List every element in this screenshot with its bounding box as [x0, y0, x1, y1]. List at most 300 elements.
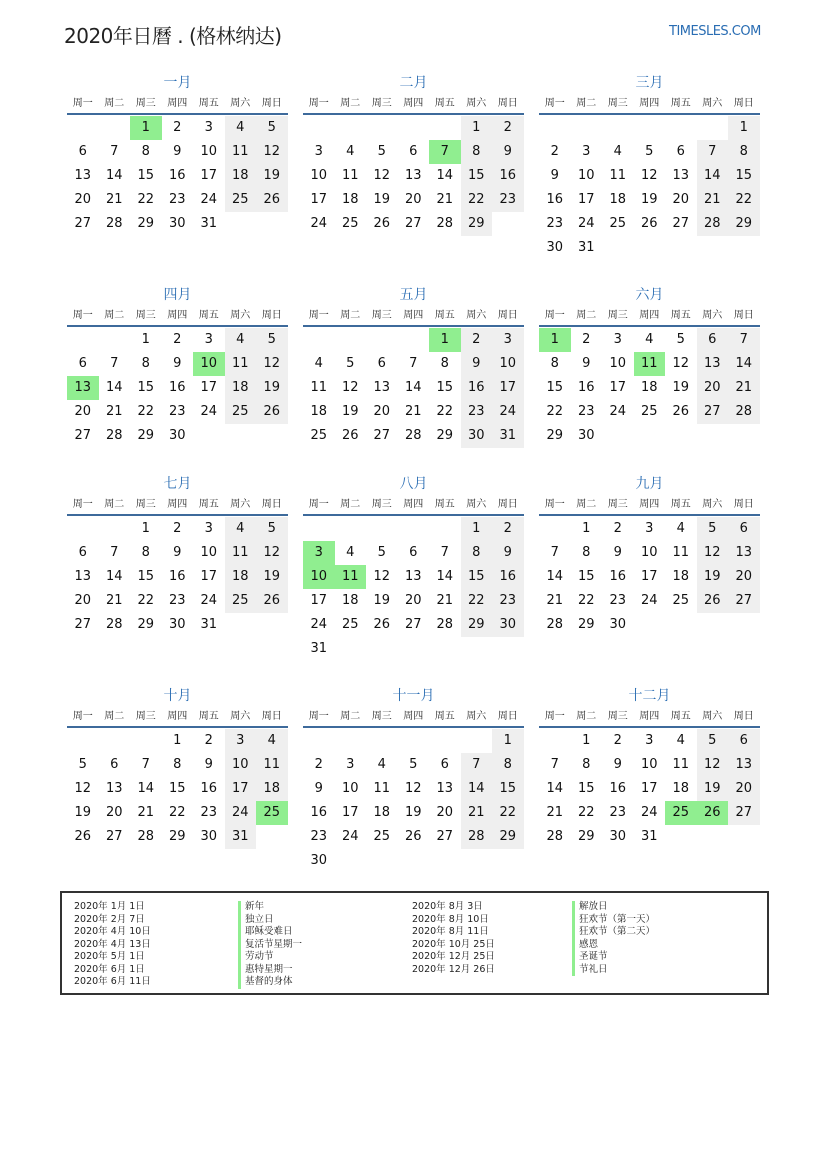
day-cell[interactable]: 17 — [200, 569, 218, 584]
day-cell[interactable]: 22 — [168, 805, 186, 820]
day-cell[interactable]: 28 — [546, 617, 564, 632]
day-cell[interactable]: 5 — [256, 328, 288, 352]
day-cell[interactable]: 3 — [346, 757, 355, 772]
day-cell[interactable]: 24 — [341, 829, 359, 844]
day-cell[interactable]: 2 — [461, 328, 493, 352]
day-cell[interactable]: 20 — [728, 777, 760, 801]
day-cell[interactable]: 19 — [697, 565, 729, 589]
day-cell[interactable]: 29 — [546, 428, 564, 443]
day-cell[interactable]: 16 — [168, 569, 186, 584]
day-cell[interactable]: 15 — [577, 781, 595, 796]
day-cell[interactable]: 2 — [613, 733, 622, 748]
day-cell[interactable]: 17 — [200, 380, 218, 395]
day-cell[interactable]: 12 — [672, 356, 690, 371]
day-cell[interactable]: 10 — [609, 356, 627, 371]
day-cell[interactable]: 29 — [728, 212, 760, 236]
day-cell[interactable]: 14 — [436, 168, 454, 183]
day-cell[interactable]: 13 — [436, 781, 454, 796]
day-cell[interactable]: 22 — [436, 404, 454, 419]
day-cell[interactable]: 10 — [310, 168, 328, 183]
day-cell[interactable]: 30 — [310, 853, 328, 868]
day-cell[interactable]: 17 — [640, 569, 658, 584]
day-cell[interactable]: 11 — [225, 140, 257, 164]
day-cell[interactable]: 3 — [204, 521, 213, 536]
day-cell[interactable]: 24 — [640, 593, 658, 608]
day-cell[interactable]: 9 — [314, 781, 323, 796]
day-cell[interactable]: 12 — [341, 380, 359, 395]
day-cell[interactable]: 20 — [373, 404, 391, 419]
day-cell[interactable]: 26 — [341, 428, 359, 443]
day-cell[interactable]: 12 — [256, 140, 288, 164]
day-cell[interactable]: 21 — [436, 593, 454, 608]
day-cell[interactable]: 16 — [461, 376, 493, 400]
day-cell[interactable]: 9 — [173, 545, 182, 560]
day-cell[interactable]: 19 — [256, 164, 288, 188]
day-cell[interactable]: 3 — [645, 521, 654, 536]
day-cell[interactable]: 30 — [168, 428, 186, 443]
day-cell[interactable]: 12 — [697, 753, 729, 777]
day-cell[interactable]: 18 — [640, 380, 658, 395]
day-cell[interactable]: 16 — [577, 380, 595, 395]
day-cell[interactable]: 1 — [582, 733, 591, 748]
day-cell[interactable]: 13 — [404, 569, 422, 584]
day-cell[interactable]: 8 — [141, 144, 150, 159]
day-cell[interactable]: 12 — [74, 781, 92, 796]
day-cell[interactable]: 11 — [609, 168, 627, 183]
day-cell[interactable]: 21 — [436, 192, 454, 207]
day-cell[interactable]: 25 — [310, 428, 328, 443]
day-cell[interactable]: 3 — [645, 733, 654, 748]
day-cell[interactable]: 6 — [78, 144, 87, 159]
day-cell[interactable]: 28 — [105, 216, 123, 231]
day-cell[interactable]: 7 — [409, 356, 418, 371]
day-cell[interactable]: 22 — [577, 805, 595, 820]
day-cell[interactable]: 4 — [225, 517, 257, 541]
day-cell[interactable]: 22 — [461, 188, 493, 212]
day-cell[interactable]: 5 — [676, 332, 685, 347]
day-cell[interactable]: 19 — [404, 805, 422, 820]
day-cell[interactable]: 16 — [310, 805, 328, 820]
day-cell[interactable]: 31 — [577, 240, 595, 255]
day-cell[interactable]: 25 — [225, 188, 257, 212]
day-cell[interactable]: 1 — [429, 328, 461, 352]
day-cell[interactable]: 14 — [105, 569, 123, 584]
day-cell[interactable]: 28 — [137, 829, 155, 844]
day-cell[interactable]: 21 — [728, 376, 760, 400]
day-cell[interactable]: 16 — [168, 168, 186, 183]
day-cell[interactable]: 26 — [74, 829, 92, 844]
day-cell[interactable]: 8 — [728, 140, 760, 164]
day-cell[interactable]: 30 — [168, 617, 186, 632]
day-cell[interactable]: 9 — [204, 757, 213, 772]
day-cell[interactable]: 2 — [550, 144, 559, 159]
day-cell[interactable]: 29 — [461, 212, 493, 236]
day-cell[interactable]: 2 — [204, 733, 213, 748]
day-cell[interactable]: 18 — [310, 404, 328, 419]
day-cell[interactable]: 19 — [672, 380, 690, 395]
day-cell[interactable]: 6 — [697, 328, 729, 352]
day-cell[interactable]: 16 — [492, 565, 524, 589]
day-cell[interactable]: 13 — [672, 168, 690, 183]
day-cell[interactable]: 23 — [609, 593, 627, 608]
day-cell[interactable]: 18 — [256, 777, 288, 801]
day-cell[interactable]: 29 — [577, 829, 595, 844]
day-cell[interactable]: 26 — [640, 216, 658, 231]
day-cell[interactable]: 18 — [341, 192, 359, 207]
day-cell[interactable]: 22 — [461, 589, 493, 613]
day-cell[interactable]: 27 — [672, 216, 690, 231]
day-cell[interactable]: 27 — [74, 216, 92, 231]
day-cell[interactable]: 6 — [78, 356, 87, 371]
day-cell[interactable]: 2 — [173, 332, 182, 347]
day-cell[interactable]: 2 — [613, 521, 622, 536]
day-cell[interactable]: 1 — [492, 729, 524, 753]
day-cell[interactable]: 5 — [697, 517, 729, 541]
day-cell[interactable]: 28 — [105, 428, 123, 443]
day-cell[interactable]: 27 — [728, 589, 760, 613]
day-cell[interactable]: 10 — [640, 545, 658, 560]
day-cell[interactable]: 27 — [74, 617, 92, 632]
day-cell[interactable]: 29 — [436, 428, 454, 443]
day-cell[interactable]: 9 — [461, 352, 493, 376]
day-cell[interactable]: 1 — [728, 116, 760, 140]
day-cell[interactable]: 16 — [546, 192, 564, 207]
day-cell[interactable]: 20 — [105, 805, 123, 820]
day-cell[interactable]: 7 — [110, 356, 119, 371]
day-cell[interactable]: 12 — [640, 168, 658, 183]
day-cell[interactable]: 18 — [373, 805, 391, 820]
day-cell[interactable]: 5 — [697, 729, 729, 753]
day-cell[interactable]: 4 — [256, 729, 288, 753]
day-cell[interactable]: 11 — [634, 352, 666, 376]
day-cell[interactable]: 13 — [728, 753, 760, 777]
day-cell[interactable]: 26 — [256, 589, 288, 613]
day-cell[interactable]: 29 — [137, 617, 155, 632]
day-cell[interactable]: 28 — [436, 216, 454, 231]
day-cell[interactable]: 14 — [728, 352, 760, 376]
day-cell[interactable]: 15 — [137, 168, 155, 183]
day-cell[interactable]: 9 — [613, 545, 622, 560]
day-cell[interactable]: 20 — [404, 593, 422, 608]
day-cell[interactable]: 6 — [676, 144, 685, 159]
day-cell[interactable]: 15 — [546, 380, 564, 395]
day-cell[interactable]: 4 — [645, 332, 654, 347]
day-cell[interactable]: 8 — [141, 356, 150, 371]
day-cell[interactable]: 11 — [373, 781, 391, 796]
day-cell[interactable]: 8 — [141, 545, 150, 560]
day-cell[interactable]: 18 — [225, 164, 257, 188]
day-cell[interactable]: 10 — [492, 352, 524, 376]
day-cell[interactable]: 25 — [225, 400, 257, 424]
day-cell[interactable]: 17 — [609, 380, 627, 395]
day-cell[interactable]: 23 — [492, 589, 524, 613]
day-cell[interactable]: 3 — [582, 144, 591, 159]
day-cell[interactable]: 13 — [373, 380, 391, 395]
day-cell[interactable]: 25 — [665, 801, 697, 825]
day-cell[interactable]: 30 — [461, 424, 493, 448]
day-cell[interactable]: 6 — [78, 545, 87, 560]
day-cell[interactable]: 16 — [168, 380, 186, 395]
day-cell[interactable]: 3 — [204, 120, 213, 135]
day-cell[interactable]: 20 — [728, 565, 760, 589]
day-cell[interactable]: 24 — [492, 400, 524, 424]
day-cell[interactable]: 24 — [609, 404, 627, 419]
day-cell[interactable]: 18 — [609, 192, 627, 207]
day-cell[interactable]: 28 — [728, 400, 760, 424]
day-cell[interactable]: 7 — [110, 144, 119, 159]
day-cell[interactable]: 12 — [373, 569, 391, 584]
day-cell[interactable]: 14 — [697, 164, 729, 188]
day-cell[interactable]: 10 — [577, 168, 595, 183]
day-cell[interactable]: 13 — [404, 168, 422, 183]
day-cell[interactable]: 25 — [373, 829, 391, 844]
day-cell[interactable]: 4 — [613, 144, 622, 159]
day-cell[interactable]: 2 — [173, 521, 182, 536]
day-cell[interactable]: 15 — [137, 380, 155, 395]
day-cell[interactable]: 19 — [74, 805, 92, 820]
day-cell[interactable]: 30 — [609, 617, 627, 632]
day-cell[interactable]: 15 — [436, 380, 454, 395]
day-cell[interactable]: 24 — [200, 404, 218, 419]
day-cell[interactable]: 5 — [256, 116, 288, 140]
day-cell[interactable]: 8 — [440, 356, 449, 371]
day-cell[interactable]: 27 — [74, 428, 92, 443]
day-cell[interactable]: 23 — [492, 188, 524, 212]
day-cell[interactable]: 16 — [200, 781, 218, 796]
day-cell[interactable]: 10 — [200, 144, 218, 159]
day-cell[interactable]: 3 — [613, 332, 622, 347]
day-cell[interactable]: 5 — [346, 356, 355, 371]
day-cell[interactable]: 1 — [141, 521, 150, 536]
day-cell[interactable]: 22 — [137, 593, 155, 608]
day-cell[interactable]: 28 — [436, 617, 454, 632]
day-cell[interactable]: 12 — [256, 352, 288, 376]
day-cell[interactable]: 3 — [204, 332, 213, 347]
day-cell[interactable]: 23 — [168, 404, 186, 419]
day-cell[interactable]: 7 — [110, 545, 119, 560]
day-cell[interactable]: 14 — [105, 380, 123, 395]
day-cell[interactable]: 19 — [373, 192, 391, 207]
day-cell[interactable]: 31 — [310, 641, 328, 656]
day-cell[interactable]: 17 — [577, 192, 595, 207]
day-cell[interactable]: 10 — [200, 545, 218, 560]
day-cell[interactable]: 29 — [137, 428, 155, 443]
day-cell[interactable]: 29 — [577, 617, 595, 632]
day-cell[interactable]: 13 — [697, 352, 729, 376]
day-cell[interactable]: 26 — [373, 617, 391, 632]
day-cell[interactable]: 20 — [74, 192, 92, 207]
day-cell[interactable]: 6 — [409, 545, 418, 560]
day-cell[interactable]: 14 — [461, 777, 493, 801]
day-cell[interactable]: 30 — [546, 240, 564, 255]
day-cell[interactable]: 7 — [440, 545, 449, 560]
day-cell[interactable]: 20 — [672, 192, 690, 207]
day-cell[interactable]: 7 — [550, 545, 559, 560]
day-cell[interactable]: 26 — [256, 400, 288, 424]
day-cell[interactable]: 27 — [436, 829, 454, 844]
day-cell[interactable]: 14 — [404, 380, 422, 395]
day-cell[interactable]: 2 — [492, 116, 524, 140]
day-cell[interactable]: 17 — [225, 777, 257, 801]
day-cell[interactable]: 28 — [105, 617, 123, 632]
day-cell[interactable]: 21 — [546, 805, 564, 820]
day-cell[interactable]: 3 — [225, 729, 257, 753]
day-cell[interactable]: 8 — [461, 140, 493, 164]
day-cell[interactable]: 15 — [168, 781, 186, 796]
day-cell[interactable]: 24 — [310, 216, 328, 231]
day-cell[interactable]: 23 — [461, 400, 493, 424]
day-cell[interactable]: 22 — [137, 192, 155, 207]
day-cell[interactable]: 10 — [193, 352, 225, 376]
day-cell[interactable]: 12 — [404, 781, 422, 796]
day-cell[interactable]: 15 — [492, 777, 524, 801]
day-cell[interactable]: 15 — [577, 569, 595, 584]
day-cell[interactable]: 12 — [697, 541, 729, 565]
day-cell[interactable]: 6 — [728, 517, 760, 541]
day-cell[interactable]: 27 — [697, 400, 729, 424]
day-cell[interactable]: 5 — [645, 144, 654, 159]
day-cell[interactable]: 1 — [141, 332, 150, 347]
day-cell[interactable]: 5 — [78, 757, 87, 772]
day-cell[interactable]: 26 — [404, 829, 422, 844]
day-cell[interactable]: 22 — [577, 593, 595, 608]
day-cell[interactable]: 27 — [404, 617, 422, 632]
day-cell[interactable]: 25 — [225, 589, 257, 613]
day-cell[interactable]: 23 — [200, 805, 218, 820]
day-cell[interactable]: 29 — [137, 216, 155, 231]
day-cell[interactable]: 25 — [640, 404, 658, 419]
day-cell[interactable]: 19 — [256, 376, 288, 400]
day-cell[interactable]: 16 — [609, 569, 627, 584]
day-cell[interactable]: 22 — [137, 404, 155, 419]
day-cell[interactable]: 21 — [546, 593, 564, 608]
day-cell[interactable]: 29 — [492, 825, 524, 849]
day-cell[interactable]: 14 — [105, 168, 123, 183]
day-cell[interactable]: 11 — [310, 380, 328, 395]
day-cell[interactable]: 30 — [492, 613, 524, 637]
day-cell[interactable]: 11 — [256, 753, 288, 777]
day-cell[interactable]: 18 — [672, 569, 690, 584]
day-cell[interactable]: 2 — [314, 757, 323, 772]
day-cell[interactable]: 23 — [577, 404, 595, 419]
day-cell[interactable]: 10 — [640, 757, 658, 772]
day-cell[interactable]: 10 — [225, 753, 257, 777]
day-cell[interactable]: 10 — [341, 781, 359, 796]
day-cell[interactable]: 6 — [377, 356, 386, 371]
day-cell[interactable]: 7 — [461, 753, 493, 777]
day-cell[interactable]: 12 — [256, 541, 288, 565]
day-cell[interactable]: 9 — [173, 356, 182, 371]
day-cell[interactable]: 9 — [492, 541, 524, 565]
day-cell[interactable]: 20 — [74, 593, 92, 608]
day-cell[interactable]: 14 — [546, 569, 564, 584]
day-cell[interactable]: 1 — [461, 517, 493, 541]
day-cell[interactable]: 23 — [546, 216, 564, 231]
day-cell[interactable]: 13 — [67, 376, 99, 400]
day-cell[interactable]: 3 — [492, 328, 524, 352]
day-cell[interactable]: 1 — [130, 116, 162, 140]
day-cell[interactable]: 21 — [105, 404, 123, 419]
day-cell[interactable]: 13 — [105, 781, 123, 796]
day-cell[interactable]: 13 — [728, 541, 760, 565]
day-cell[interactable]: 21 — [461, 801, 493, 825]
day-cell[interactable]: 28 — [546, 829, 564, 844]
day-cell[interactable]: 26 — [697, 589, 729, 613]
day-cell[interactable]: 15 — [728, 164, 760, 188]
day-cell[interactable]: 9 — [492, 140, 524, 164]
day-cell[interactable]: 31 — [200, 216, 218, 231]
day-cell[interactable]: 30 — [609, 829, 627, 844]
day-cell[interactable]: 4 — [346, 545, 355, 560]
day-cell[interactable]: 14 — [546, 781, 564, 796]
day-cell[interactable]: 8 — [582, 545, 591, 560]
day-cell[interactable]: 24 — [577, 216, 595, 231]
day-cell[interactable]: 9 — [173, 144, 182, 159]
day-cell[interactable]: 31 — [492, 424, 524, 448]
day-cell[interactable]: 23 — [609, 805, 627, 820]
day-cell[interactable]: 4 — [314, 356, 323, 371]
day-cell[interactable]: 27 — [373, 428, 391, 443]
day-cell[interactable]: 4 — [346, 144, 355, 159]
day-cell[interactable]: 9 — [582, 356, 591, 371]
day-cell[interactable]: 27 — [404, 216, 422, 231]
day-cell[interactable]: 4 — [676, 733, 685, 748]
day-cell[interactable]: 19 — [640, 192, 658, 207]
day-cell[interactable]: 7 — [141, 757, 150, 772]
day-cell[interactable]: 27 — [105, 829, 123, 844]
day-cell[interactable]: 19 — [697, 777, 729, 801]
day-cell[interactable]: 24 — [200, 593, 218, 608]
day-cell[interactable]: 30 — [168, 216, 186, 231]
day-cell[interactable]: 23 — [310, 829, 328, 844]
day-cell[interactable]: 26 — [256, 188, 288, 212]
day-cell[interactable]: 28 — [461, 825, 493, 849]
day-cell[interactable]: 19 — [341, 404, 359, 419]
day-cell[interactable]: 28 — [404, 428, 422, 443]
day-cell[interactable]: 11 — [335, 565, 367, 589]
day-cell[interactable]: 26 — [672, 404, 690, 419]
day-cell[interactable]: 7 — [550, 757, 559, 772]
day-cell[interactable]: 24 — [310, 617, 328, 632]
day-cell[interactable]: 24 — [200, 192, 218, 207]
day-cell[interactable]: 4 — [676, 521, 685, 536]
day-cell[interactable]: 8 — [461, 541, 493, 565]
day-cell[interactable]: 2 — [492, 517, 524, 541]
day-cell[interactable]: 27 — [728, 801, 760, 825]
day-cell[interactable]: 6 — [440, 757, 449, 772]
day-cell[interactable]: 28 — [697, 212, 729, 236]
day-cell[interactable]: 19 — [256, 565, 288, 589]
day-cell[interactable]: 1 — [582, 521, 591, 536]
site-link[interactable]: TIMESLES.COM — [669, 24, 761, 39]
day-cell[interactable]: 5 — [377, 545, 386, 560]
day-cell[interactable]: 22 — [728, 188, 760, 212]
day-cell[interactable]: 16 — [492, 164, 524, 188]
day-cell[interactable]: 17 — [341, 805, 359, 820]
day-cell[interactable]: 11 — [225, 541, 257, 565]
day-cell[interactable]: 1 — [461, 116, 493, 140]
day-cell[interactable]: 16 — [609, 781, 627, 796]
day-cell[interactable]: 31 — [640, 829, 658, 844]
day-cell[interactable]: 6 — [728, 729, 760, 753]
day-cell[interactable]: 6 — [110, 757, 119, 772]
day-cell[interactable]: 8 — [173, 757, 182, 772]
day-cell[interactable]: 17 — [200, 168, 218, 183]
day-cell[interactable]: 17 — [310, 593, 328, 608]
day-cell[interactable]: 21 — [697, 188, 729, 212]
day-cell[interactable]: 23 — [168, 593, 186, 608]
day-cell[interactable]: 14 — [137, 781, 155, 796]
